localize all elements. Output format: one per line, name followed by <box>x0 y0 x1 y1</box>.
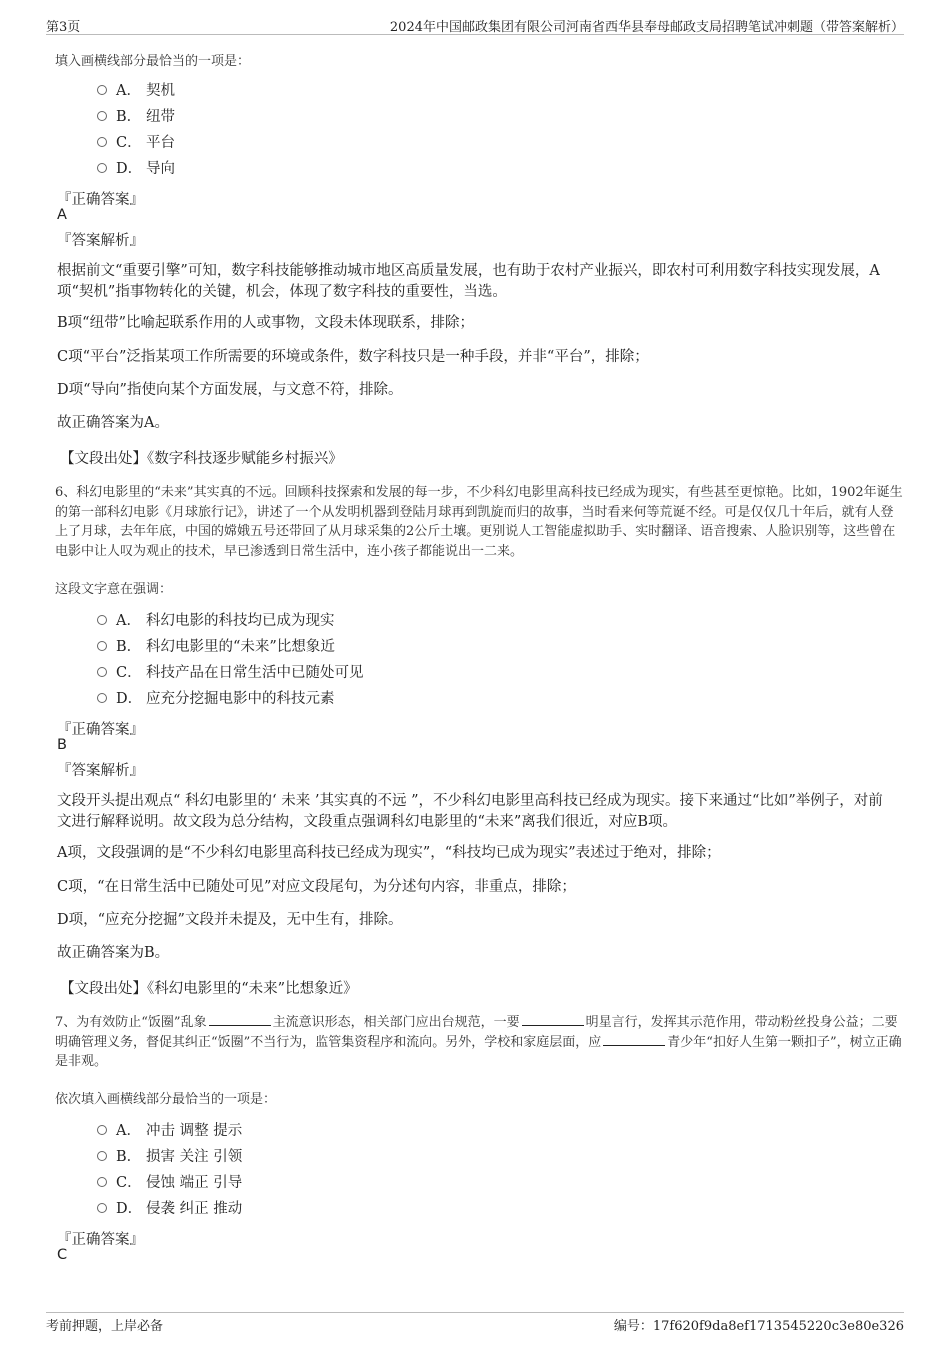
q7-option-a[interactable]: A． 冲击 调整 提示 <box>97 1120 242 1142</box>
radio-icon[interactable] <box>97 693 107 703</box>
radio-icon[interactable] <box>97 641 107 651</box>
q6-option-b[interactable]: B． 科幻电影里的“未来”比想象近 <box>97 636 335 658</box>
radio-icon[interactable] <box>97 667 107 677</box>
q7-stem: 7、为有效防止“饭圈”乱象 主流意识形态，相关部门应出台规范，一要 明星言行，发挥其示范作用，带动粉丝投身公益；二要明确管理义务，督促其纠正“饭圈”不当行为，监管集资程序和流向。另外，学校和家庭层面，应 青少年“扣好人生第一颗扣子”，树立正确是非观。 <box>55 1015 902 1069</box>
radio-icon[interactable] <box>97 1177 107 1187</box>
q6-analysis-para-3: C项，“在日常生活中已随处可见”对应文段尾句，为分述句内容，非重点，排除； <box>57 879 576 895</box>
radio-icon[interactable] <box>97 615 107 625</box>
q6-answer: B <box>57 737 67 753</box>
q5-answer: A <box>57 207 67 223</box>
q5-analysis-para-1: 根据前文“重要引擎”可知，数字科技能够推动城市地区高质量发展，也有助于农村产业振兴，即农村可利用数字科技实现发展，A项“契机”指事物转化的关键，机会，体现了数字科技的重要性，当选。 <box>57 263 880 300</box>
q5-prompt: 填入画横线部分最恰当的一项是： <box>55 54 251 69</box>
q7-option-d[interactable]: D． 侵袭 纠正 推动 <box>97 1198 242 1220</box>
q6-analysis-para-5: 故正确答案为B。 <box>57 945 170 961</box>
q6-prompt: 这段文字意在强调： <box>55 582 173 597</box>
q6-analysis-para-2: A项，文段强调的是“不少科幻电影里高科技已经成为现实”，“科技均已成为现实”表述过于绝对，排除； <box>57 845 721 861</box>
page-number: 第3页 <box>46 20 81 35</box>
q5-analysis-para-3: C项“平台”泛指某项工作所需要的环境或条件，数字科技只是一种手段，并非“平台”，排除； <box>57 349 649 365</box>
q7-option-b[interactable]: B． 损害 关注 引领 <box>97 1146 242 1168</box>
q5-option-d[interactable]: D． 导向 <box>97 158 175 180</box>
q5-analysis-label: 『答案解析』 <box>57 233 144 249</box>
blank-line <box>603 1033 665 1046</box>
radio-icon[interactable] <box>97 1125 107 1135</box>
q5-option-a[interactable]: A． 契机 <box>97 80 175 102</box>
q6-stem: 6、科幻电影里的“未来”其实真的不远。回顾科技探索和发展的每一步，不少科幻电影里高科技已经成为现实，有些甚至更惊艳。比如，1902年诞生的第一部科幻电影《月球旅行记》，讲述了一个从发明机器到登陆月球再到凯旋而归的故事，当时看来何等荒诞不经。可是仅仅几十年后，就有人登上了月球，去年年底，中国的嫦娥五号还带回了从月球采集的2公斤土壤。更别说人工智能虚拟助手、实时翻译、语音搜索、人脸识别等，这些曾在电影中让人叹为观止的技术，早已渗透到日常生活中，连小孩子都能说出一二来。 <box>55 485 903 559</box>
q5-analysis-para-2: B项“纽带”比喻起联系作用的人或事物，文段未体现联系，排除； <box>57 315 474 331</box>
radio-icon[interactable] <box>97 137 107 147</box>
q7-answer-label: 『正确答案』 <box>57 1232 144 1248</box>
q6-analysis-label: 『答案解析』 <box>57 763 144 779</box>
q6-option-d[interactable]: D． 应充分挖掘电影中的科技元素 <box>97 688 335 710</box>
q5-source: 【文段出处】《数字科技逐步赋能乡村振兴》 <box>60 451 343 467</box>
radio-icon[interactable] <box>97 111 107 121</box>
q7-option-c[interactable]: C． 侵蚀 端正 引导 <box>97 1172 242 1194</box>
radio-icon[interactable] <box>97 163 107 173</box>
q5-option-b[interactable]: B． 纽带 <box>97 106 175 128</box>
radio-icon[interactable] <box>97 1151 107 1161</box>
q5-analysis-para-4: D项“导向”指使向某个方面发展，与文意不符，排除。 <box>57 382 403 398</box>
q5-answer-label: 『正确答案』 <box>57 192 144 208</box>
radio-icon[interactable] <box>97 85 107 95</box>
blank-line <box>522 1013 584 1026</box>
q7-answer: C <box>57 1247 68 1263</box>
page-header <box>46 14 904 35</box>
q6-source: 【文段出处】《科幻电影里的“未来”比想象近》 <box>60 981 358 997</box>
radio-icon[interactable] <box>97 1203 107 1213</box>
q6-option-a[interactable]: A． 科幻电影的科技均已成为现实 <box>97 610 335 632</box>
footer-serial: 编号：17f620f9da8ef1713545220c3e80e326 <box>613 1319 904 1334</box>
q6-analysis-para-1: 文段开头提出观点“ 科幻电影里的‘ 未来 ’其实真的不远 ”，不少科幻电影里高科技已经成为现实。接下来通过“比如”举例子，对前文进行解释说明。故文段为总分结构，文段重点强调科幻电影里的“未来”离我们很近，对应B项。 <box>57 793 883 830</box>
blank-line <box>209 1013 271 1026</box>
q6-answer-label: 『正确答案』 <box>57 722 144 738</box>
q7-prompt: 依次填入画横线部分最恰当的一项是： <box>55 1092 277 1107</box>
q6-option-c[interactable]: C． 科技产品在日常生活中已随处可见 <box>97 662 364 684</box>
q5-option-c[interactable]: C． 平台 <box>97 132 175 154</box>
document-title: 2024年中国邮政集团有限公司河南省西华县奉母邮政支局招聘笔试冲刺题（带答案解析） <box>389 20 904 35</box>
q6-analysis-para-4: D项，“应充分挖掘”文段并未提及，无中生有，排除。 <box>57 912 403 928</box>
q5-analysis-para-5: 故正确答案为A。 <box>57 415 169 431</box>
footer-slogan: 考前押题，上岸必备 <box>46 1319 164 1334</box>
page-footer <box>46 1312 904 1337</box>
